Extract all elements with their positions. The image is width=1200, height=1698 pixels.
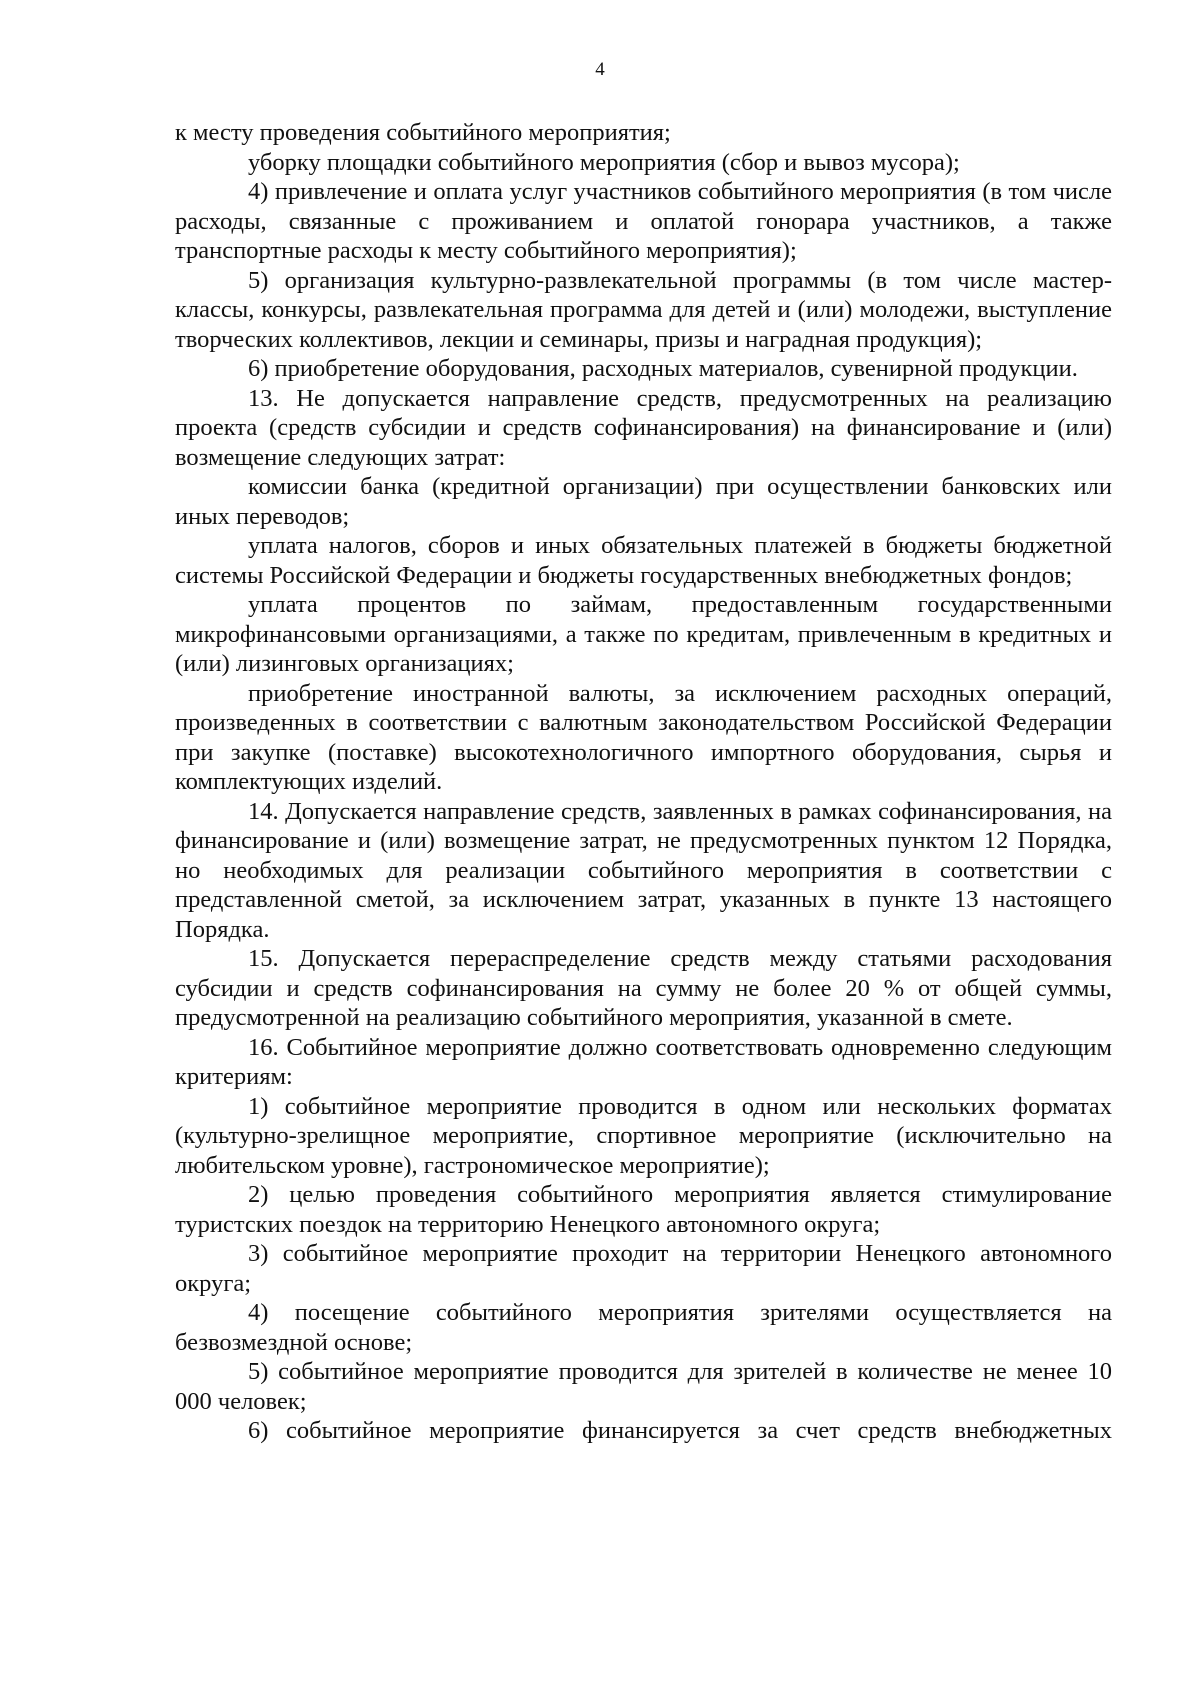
list-item: 2) целью проведения событийного мероприятия является стимулирование туристских поездок на территорию Ненецкого автономного округа; bbox=[175, 1181, 1112, 1238]
paragraph: к месту проведения событийного мероприятия; bbox=[175, 119, 671, 146]
page-number: 4 bbox=[595, 59, 605, 80]
list-item: 3) событийное мероприятие проходит на территории Ненецкого автономного округа; bbox=[175, 1240, 1112, 1297]
list-item: уплата налогов, сборов и иных обязательных платежей в бюджеты бюджетной системы Российской Федерации и бюджеты государственных внебюджетных фондов; bbox=[175, 532, 1112, 589]
clause-16: 16. Событийное мероприятие должно соответствовать одновременно следующим критериям: bbox=[175, 1033, 1112, 1090]
list-item: 6) приобретение оборудования, расходных материалов, сувенирной продукции. bbox=[248, 355, 1078, 382]
list-item: 4) привлечение и оплата услуг участников событийного мероприятия (в том числе расходы, связанные с проживанием и оплатой гонорара участников, а также транспортные расходы к месту событийного мероприятия); bbox=[175, 178, 1112, 264]
document-body bbox=[175, 118, 1112, 1446]
clause-15: 15. Допускается перераспределение средств между статьями расходования субсидии и средств софинансирования на сумму не более 20 % от общей суммы, предусмотренной на реализацию событийного мероприятия, указанной в смете. bbox=[175, 945, 1112, 1031]
list-item: 6) событийное мероприятие финансируется за счет средств внебюджетных bbox=[248, 1417, 1112, 1444]
list-item: комиссии банка (кредитной организации) при осуществлении банковских или иных переводов; bbox=[175, 473, 1112, 530]
clause-14: 14. Допускается направление средств, заявленных в рамках софинансирования, на финансирование и (или) возмещение затрат, не предусмотренных пунктом 12 Порядка, но необходимых для реализации событийного мероприятия в соответствии с представленной сметой, за исключением затрат, указанных в пункте 13 настоящего Порядка. bbox=[175, 797, 1112, 943]
list-item: 5) событийное мероприятие проводится для зрителей в количестве не менее 10 000 человек; bbox=[175, 1358, 1112, 1415]
list-item: 5) организация культурно-развлекательной программы (в том числе мастер-классы, конкурсы, развлекательная программа для детей и (или) молодежи, выступление творческих коллективов, лекции и семинары, призы и наградная продукция); bbox=[175, 266, 1112, 353]
clause-13: 13. Не допускается направление средств, предусмотренных на реализацию проекта (средств субсидии и средств софинансирования) на финансирование и (или) возмещение следующих затрат: bbox=[175, 384, 1112, 471]
list-item: 4) посещение событийного мероприятия зрителями осуществляется на безвозмездной основе; bbox=[175, 1299, 1112, 1356]
list-item: уплата процентов по займам, предоставленным государственными микрофинансовыми организациями, а также по кредитам, привлеченным в кредитных и (или) лизинговых организациях; bbox=[175, 591, 1112, 677]
paragraph: уборку площадки событийного мероприятия (сбор и вывоз мусора); bbox=[248, 148, 960, 176]
list-item: 1) событийное мероприятие проводится в одном или нескольких форматах (культурно-зрелищное мероприятие, спортивное мероприятие (исключительно на любительском уровне), гастрономическое мероприятие); bbox=[175, 1092, 1112, 1179]
list-item: приобретение иностранной валюты, за исключением расходных операций, произведенных в соответствии с валютным законодательством Российской Федерации при закупке (поставке) высокотехнологичного импортного оборудования, сырья и комплектующих изделий. bbox=[175, 679, 1112, 795]
